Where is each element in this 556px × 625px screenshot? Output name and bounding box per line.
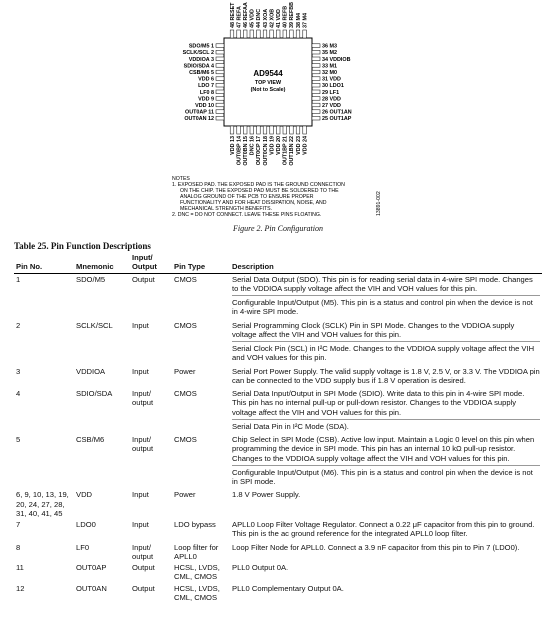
pin-pad — [312, 50, 320, 54]
pin-pad — [312, 57, 320, 61]
io-cell: Input — [132, 366, 149, 376]
mnemonic-cell: LDO0 — [76, 520, 96, 529]
pin-pad — [312, 70, 320, 74]
pin-type-cell: HCSL, LVDS, CML, CMOS — [174, 583, 220, 602]
pin-pad — [216, 64, 224, 68]
bottom-pin-label: OUT1BN 22 — [289, 136, 296, 166]
chip-view: TOP VIEW — [254, 80, 282, 86]
top-pin-label: 48 RESET — [229, 2, 236, 28]
pin-pad — [216, 44, 224, 48]
col-mnemonic: Mnemonic — [76, 262, 114, 272]
pin-pad — [230, 126, 234, 134]
pin-pad — [312, 97, 320, 101]
bottom-pin-label: DNC 16 — [249, 136, 256, 156]
pin-pad — [230, 30, 234, 38]
description-cell — [230, 434, 542, 489]
pin-number-cell: 4 — [16, 389, 21, 398]
pin-pad — [303, 126, 307, 134]
left-pin-label: VDD 10 — [195, 103, 214, 109]
mnemonic-cell: CSB/M6 — [76, 435, 105, 444]
right-pin-label: 26 OUT1AN — [322, 109, 352, 116]
pin-configuration-figure — [0, 0, 556, 240]
bottom-pin-label: VDD 24 — [302, 136, 309, 155]
description-cell — [230, 583, 542, 604]
pin-pad — [283, 126, 287, 134]
top-pin-label: 39 REFBB — [289, 1, 296, 28]
pin-pad — [216, 83, 224, 87]
table-row — [14, 562, 542, 583]
pin-type-cell: Power — [174, 366, 196, 376]
chip-scale: (Not to Scale) — [250, 87, 286, 93]
io-cell: Output — [132, 583, 155, 593]
pin-pad — [312, 77, 320, 81]
io-cell: Input — [132, 490, 149, 500]
description-cell — [230, 366, 542, 389]
pin-type-cell: CMOS — [174, 274, 197, 284]
table-row — [14, 519, 542, 542]
pin-pad — [257, 126, 261, 134]
pin-pad — [296, 126, 300, 134]
pin-pad — [290, 126, 294, 134]
pin-number-cell: 8 — [16, 542, 21, 552]
right-pin-label: 34 VDDIOB — [322, 56, 351, 63]
pin-pad — [216, 70, 224, 74]
pin-pad — [237, 126, 241, 134]
top-pin-label: 44 DNC — [256, 8, 263, 28]
pin-type-cell: CMOS — [174, 320, 197, 330]
top-pin-label: 43 XOA — [262, 8, 269, 28]
pin-type-cell: Loop filter for APLL0 — [174, 542, 219, 561]
right-pin-label: 29 LF1 — [322, 89, 340, 96]
notes-line: ANALOG GROUND OF THE PCB TO ENSURE PROPER — [180, 194, 314, 200]
top-pin-label: 47 REFA — [236, 6, 243, 28]
bottom-pin-label: OUT1BP 21 — [282, 136, 289, 166]
right-pin-label: 32 M0 — [322, 70, 337, 76]
description-paragraph: Chip Select in SPI Mode (CSB). Active low input. Maintain a Logic 0 level on this pin when programming the device in SPI mode. This pin has an internal 10 kΩ pull-up resistor. Changes to the VDDIOA supply voltage affect the VIH and VOH values for this pin. — [232, 435, 535, 463]
mnemonic-cell: OUT0AP — [76, 563, 107, 572]
pin-pad — [216, 77, 224, 81]
chip-name: AD9544 — [253, 69, 283, 78]
table-row — [14, 583, 542, 604]
right-pin-label: 31 VDD — [322, 76, 341, 83]
bottom-pin-label: VDD 23 — [295, 136, 302, 155]
left-pin-label: LDO 7 — [198, 83, 214, 90]
pin-pad — [216, 57, 224, 61]
right-pins — [312, 44, 352, 123]
pin-pad — [312, 116, 320, 120]
notes-line: 1. EXPOSED PAD. THE EXPOSED PAD IS THE GROUND CONNECTION — [172, 182, 345, 188]
top-pin-label: 38 M4 — [295, 13, 302, 28]
pin-pad — [303, 30, 307, 38]
top-pin-label: 41 VDD — [276, 9, 282, 28]
pin-pad — [312, 83, 320, 87]
pin-pad — [263, 30, 267, 38]
mnemonic-cell: SDO/M5 — [76, 274, 106, 284]
pin-pad — [270, 30, 274, 38]
left-pin-label: OUT0AP 11 — [185, 109, 214, 116]
pin-number-cell: 1 — [16, 274, 21, 284]
notes-line: FUNCTIONALITY AND FOR HEAT DISSIPATION, NOISE, AND — [180, 200, 327, 206]
pin-pad — [312, 90, 320, 94]
description-cell — [230, 519, 542, 542]
col-pin-no: Pin No. — [16, 262, 43, 272]
pin-pad — [296, 30, 300, 38]
table-row — [14, 388, 542, 434]
table-row — [14, 273, 542, 320]
bottom-pin-label: OUT0BN 15 — [243, 136, 249, 166]
description-paragraph: PLL0 Output 0A. — [232, 563, 289, 572]
left-pin-label: VDDIOA 3 — [188, 56, 214, 63]
pin-pad — [216, 50, 224, 54]
top-pin-label: 42 XOB — [269, 8, 276, 28]
description-paragraph: Loop Filter Node for APLL0. Connect a 3.9 nF capacitor from this pin to Pin 7 (LDO0). — [232, 542, 520, 552]
left-pin-label: VDD 9 — [198, 96, 214, 103]
bottom-pin-label: VDD 20 — [276, 136, 282, 155]
pin-number-cell: 6, 9, 10, 13, 19, 20, 24, 27, 28, 31, 40, 41, 45 — [16, 490, 69, 518]
pin-number-cell: 5 — [16, 435, 21, 444]
description-paragraph: Serial Data Output (SDO). This pin is for reading serial data in 4-wire SPI mode. Changes to the VDDIOA supply voltage affect the VIH and VOH values for this pin. — [232, 274, 533, 293]
mnemonic-cell: VDD — [76, 490, 93, 500]
pin-pad — [216, 97, 224, 101]
description-paragraph: Serial Clock Pin (SCL) in I²C Mode. Changes to the VDDIOA supply voltage affect the VIH and VOH values for this pin. — [232, 341, 540, 363]
table-row — [14, 489, 542, 519]
description-paragraph: Configurable Input/Output (M6). This pin is a status and control pin when the device is not in SPI mode. — [232, 465, 540, 487]
notes-line: 2. DNC = DO NOT CONNECT. LEAVE THESE PINS FLOATING. — [172, 212, 322, 218]
notes-line: ON THE CHIP. THE EXPOSED PAD MUST BE SOLDERED TO THE — [180, 188, 339, 194]
notes-line: MECHANICAL STRENGTH BENEFITS. — [180, 206, 273, 212]
bottom-pin-label: VDD 13 — [229, 136, 236, 155]
bottom-pins — [230, 126, 309, 166]
io-cell: Input/ output — [132, 389, 154, 408]
table-title: Table 25. Pin Function Descriptions — [14, 241, 151, 251]
left-pin-label: SDO/M5 1 — [188, 43, 214, 50]
io-cell: Input — [132, 320, 149, 330]
pin-pad — [257, 30, 261, 38]
mnemonic-cell: OUT0AN — [76, 583, 107, 593]
table-row — [14, 434, 542, 489]
right-pin-label: 33 M1 — [322, 63, 337, 70]
bottom-pin-label: OUT0CN 18 — [262, 136, 269, 166]
pin-type-cell: LDO bypass — [174, 520, 216, 529]
top-pin-label: 45 VDD — [249, 9, 256, 28]
pin-pad — [276, 30, 280, 38]
pin-pad — [216, 103, 224, 107]
description-paragraph: Configurable Input/Output (M5). This pin is a status and control pin when the device is not in 4-wire SPI mode. — [232, 295, 540, 317]
mnemonic-cell: VDDIOA — [76, 366, 106, 376]
bottom-pin-label: VDD 19 — [269, 136, 276, 155]
left-pin-label: SCLK/SCL 2 — [182, 50, 214, 57]
mnemonic-cell: SDIO/SDA — [76, 389, 113, 398]
left-pin-label: SDIO/SDA 4 — [183, 63, 214, 70]
table-row — [14, 366, 542, 389]
right-pin-label: 28 VDD — [322, 96, 341, 103]
col-io-line2: Output — [132, 262, 157, 272]
pin-pad — [216, 90, 224, 94]
table-row — [14, 542, 542, 563]
right-pin-label: 36 M3 — [322, 43, 337, 50]
top-pins — [230, 2, 309, 38]
description-paragraph: Serial Port Power Supply. The valid supply voltage is 1.8 V, 2.5 V, or 3.3 V. The VDDIOA pin can be connected to the VDD supply bus if 1.8 V operation is desired. — [232, 366, 540, 385]
mnemonic-cell: SCLK/SCL — [76, 320, 113, 330]
pin-pad — [276, 126, 280, 134]
col-description: Description — [232, 262, 274, 272]
table-header-row — [14, 252, 542, 273]
bottom-pin-label: OUT0BP 14 — [236, 136, 243, 166]
pin-number-cell: 12 — [16, 583, 25, 593]
pin-pad — [237, 30, 241, 38]
pin-pad — [250, 126, 254, 134]
description-paragraph: PLL0 Complementary Output 0A. — [232, 583, 344, 593]
right-pin-label: 35 M2 — [322, 50, 337, 57]
description-cell — [230, 388, 542, 434]
description-cell — [230, 273, 542, 320]
pin-pad — [243, 126, 247, 134]
pin-pad — [312, 110, 320, 114]
left-pin-label: OUT0AN 12 — [184, 116, 214, 123]
right-pin-label: 25 OUT1AP — [322, 116, 352, 123]
bottom-pin-label: OUT0CP 17 — [256, 136, 263, 166]
pin-pad — [290, 30, 294, 38]
description-cell — [230, 542, 542, 563]
mnemonic-cell: LF0 — [76, 542, 90, 552]
pin-number-cell: 3 — [16, 366, 21, 376]
pin-pad — [312, 64, 320, 68]
notes-title: NOTES — [172, 176, 190, 182]
right-pin-label: 27 VDD — [322, 103, 341, 109]
description-cell — [230, 320, 542, 366]
left-pin-label: CSB/M6 5 — [189, 70, 214, 76]
figure-notes — [172, 176, 345, 218]
pin-type-cell: CMOS — [174, 435, 197, 444]
pin-pad — [243, 30, 247, 38]
io-cell: Input/ output — [132, 542, 154, 561]
pin-type-cell: CMOS — [174, 389, 197, 398]
figure-id: 13891-002 — [376, 191, 382, 216]
pin-pad — [312, 44, 320, 48]
io-cell: Input/ output — [132, 435, 154, 454]
right-pin-label: 30 LDO1 — [322, 83, 344, 90]
io-cell: Output — [132, 274, 155, 284]
table-body — [14, 273, 542, 603]
pin-number-cell: 11 — [16, 563, 24, 572]
io-cell: Input — [132, 520, 149, 529]
col-pin-type: Pin Type — [174, 262, 206, 272]
pin-pad — [283, 30, 287, 38]
pin-number-cell: 2 — [16, 320, 21, 330]
pin-pad — [263, 126, 267, 134]
pin-pad — [250, 30, 254, 38]
pin-pad — [216, 116, 224, 120]
pin-number-cell: 7 — [16, 520, 21, 529]
top-pin-label: 37 M4 — [302, 13, 309, 28]
table-row — [14, 320, 542, 366]
col-io-line1: Input/ — [132, 253, 153, 262]
description-paragraph: Serial Data Pin in I²C Mode (SDA). — [232, 419, 540, 431]
description-cell — [230, 562, 542, 583]
description-paragraph: 1.8 V Power Supply. — [232, 490, 301, 500]
description-cell — [230, 489, 542, 519]
pin-pad — [312, 103, 320, 107]
col-io — [130, 252, 172, 273]
figure-caption: Figure 2. Pin Configuration — [233, 224, 323, 233]
top-pin-label: 46 REFAA — [243, 2, 249, 28]
top-pin-label: 40 REFB — [282, 5, 289, 28]
left-pin-label: VDD 6 — [198, 76, 214, 83]
pin-pad — [270, 126, 274, 134]
io-cell: Output — [132, 563, 155, 572]
description-paragraph: Serial Data Input/Output in SPI Mode (SDIO). Write data to this pin in 4-wire SPI mode. This pin has no internal pull-up or pull-down resistor. Changes to the VDDIOA supply voltage affect the VIH and VOH values for this pin. — [232, 389, 525, 417]
pin-pad — [216, 110, 224, 114]
pin-type-cell: HCSL, LVDS, CML, CMOS — [174, 563, 220, 582]
description-paragraph: APLL0 Loop Filter Voltage Regulator. Connect a 0.22 μF capacitor from this pin to ground. This pin is the ac ground reference for the integrated APLL0 loop filter. — [232, 520, 535, 539]
pin-type-cell: Power — [174, 490, 196, 500]
pin-function-table — [14, 252, 542, 603]
left-pins — [183, 44, 224, 123]
left-pin-label: LF0 8 — [199, 89, 214, 96]
description-paragraph: Serial Programming Clock (SCLK) Pin in SPI Mode. Changes to the VDDIOA supply voltage affect the VIH and VOH values for this pin. — [232, 320, 515, 339]
